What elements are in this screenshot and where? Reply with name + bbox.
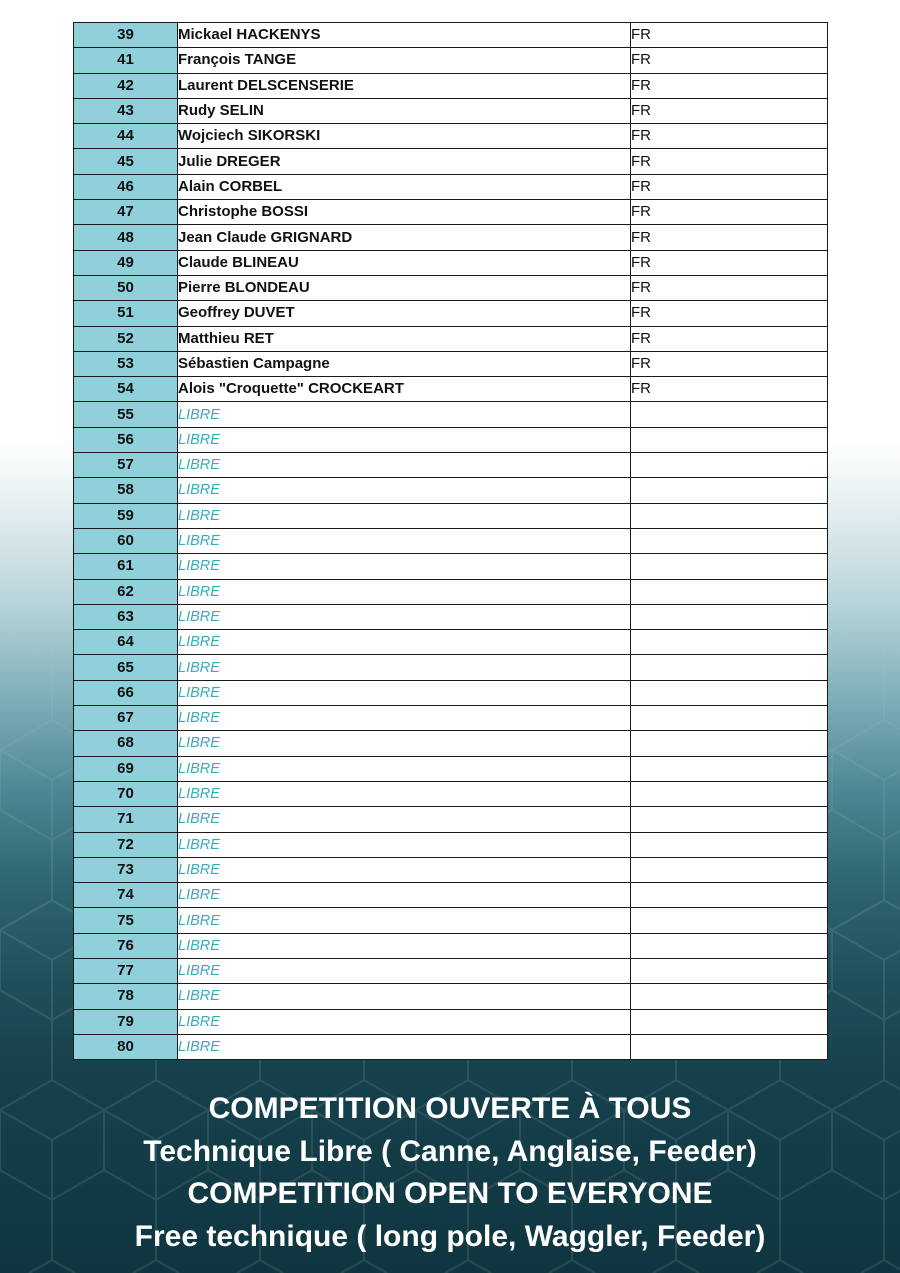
- row-number: 73: [74, 857, 178, 882]
- row-number: 65: [74, 655, 178, 680]
- table-row: [74, 326, 828, 351]
- table-row: [74, 503, 828, 528]
- footer-line-technique-en: Free technique ( long pole, Waggler, Feeder): [134, 1219, 766, 1253]
- table-row: [74, 883, 828, 908]
- country-code: [631, 781, 828, 806]
- free-slot-label: LIBRE: [178, 453, 631, 478]
- participant-name: Jean Claude GRIGNARD: [178, 225, 631, 250]
- participant-name: François TANGE: [178, 48, 631, 73]
- free-slot-label: LIBRE: [178, 1034, 631, 1059]
- row-number: 76: [74, 933, 178, 958]
- country-code: FR: [631, 301, 828, 326]
- row-number: 74: [74, 883, 178, 908]
- participant-name: Pierre BLONDEAU: [178, 275, 631, 300]
- country-code: FR: [631, 149, 828, 174]
- row-number: 59: [74, 503, 178, 528]
- table-row: [74, 731, 828, 756]
- participant-name: Matthieu RET: [178, 326, 631, 351]
- footer-line-open-en: COMPETITION OPEN TO EVERYONE: [187, 1177, 713, 1210]
- free-slot-label: LIBRE: [178, 807, 631, 832]
- table-row: [74, 680, 828, 705]
- row-number: 64: [74, 630, 178, 655]
- participant-name: Julie DREGER: [178, 149, 631, 174]
- country-code: FR: [631, 351, 828, 376]
- country-code: [631, 958, 828, 983]
- participant-name: Geoffrey DUVET: [178, 301, 631, 326]
- country-code: [631, 933, 828, 958]
- table-row: [74, 225, 828, 250]
- row-number: 63: [74, 604, 178, 629]
- country-code: FR: [631, 98, 828, 123]
- free-slot-label: LIBRE: [178, 604, 631, 629]
- participant-name: Laurent DELSCENSERIE: [178, 73, 631, 98]
- table-row: [74, 453, 828, 478]
- free-slot-label: LIBRE: [178, 503, 631, 528]
- table-row: [74, 655, 828, 680]
- country-code: FR: [631, 73, 828, 98]
- row-number: 45: [74, 149, 178, 174]
- row-number: 53: [74, 351, 178, 376]
- free-slot-label: LIBRE: [178, 832, 631, 857]
- row-number: 47: [74, 200, 178, 225]
- participant-name: Sébastien Campagne: [178, 351, 631, 376]
- table-row: [74, 174, 828, 199]
- country-code: [631, 630, 828, 655]
- participant-name: Alois "Croquette" CROCKEART: [178, 377, 631, 402]
- country-code: [631, 807, 828, 832]
- participant-name: Wojciech SIKORSKI: [178, 124, 631, 149]
- row-number: 43: [74, 98, 178, 123]
- table-row: [74, 933, 828, 958]
- country-code: [631, 402, 828, 427]
- row-number: 52: [74, 326, 178, 351]
- row-number: 41: [74, 48, 178, 73]
- row-number: 79: [74, 1009, 178, 1034]
- country-code: FR: [631, 377, 828, 402]
- country-code: [631, 503, 828, 528]
- row-number: 48: [74, 225, 178, 250]
- country-code: [631, 528, 828, 553]
- participant-name: Alain CORBEL: [178, 174, 631, 199]
- table-row: [74, 857, 828, 882]
- free-slot-label: LIBRE: [178, 579, 631, 604]
- table-row: [74, 98, 828, 123]
- table-row: [74, 781, 828, 806]
- free-slot-label: LIBRE: [178, 984, 631, 1009]
- table-row: [74, 1034, 828, 1059]
- table-row: [74, 706, 828, 731]
- table-row: [74, 23, 828, 48]
- table-row: [74, 149, 828, 174]
- row-number: 68: [74, 731, 178, 756]
- row-number: 80: [74, 1034, 178, 1059]
- table-row: [74, 756, 828, 781]
- free-slot-label: LIBRE: [178, 933, 631, 958]
- free-slot-label: LIBRE: [178, 655, 631, 680]
- free-slot-label: LIBRE: [178, 857, 631, 882]
- country-code: [631, 706, 828, 731]
- row-number: 49: [74, 250, 178, 275]
- country-code: [631, 731, 828, 756]
- table-row: [74, 250, 828, 275]
- row-number: 51: [74, 301, 178, 326]
- row-number: 57: [74, 453, 178, 478]
- table-row: [74, 301, 828, 326]
- country-code: [631, 908, 828, 933]
- country-code: [631, 1034, 828, 1059]
- country-code: FR: [631, 23, 828, 48]
- free-slot-label: LIBRE: [178, 883, 631, 908]
- row-number: 60: [74, 528, 178, 553]
- country-code: [631, 478, 828, 503]
- table-row: [74, 832, 828, 857]
- table-row: [74, 958, 828, 983]
- row-number: 78: [74, 984, 178, 1009]
- country-code: [631, 427, 828, 452]
- free-slot-label: LIBRE: [178, 427, 631, 452]
- table-row: [74, 124, 828, 149]
- table-row: [74, 604, 828, 629]
- table-row: [74, 1009, 828, 1034]
- free-slot-label: LIBRE: [178, 680, 631, 705]
- row-number: 39: [74, 23, 178, 48]
- country-code: [631, 832, 828, 857]
- participant-name: Mickael HACKENYS: [178, 23, 631, 48]
- country-code: FR: [631, 200, 828, 225]
- table-row: [74, 73, 828, 98]
- table-row: [74, 351, 828, 376]
- country-code: [631, 604, 828, 629]
- table-row: [74, 48, 828, 73]
- row-number: 62: [74, 579, 178, 604]
- free-slot-label: LIBRE: [178, 781, 631, 806]
- free-slot-label: LIBRE: [178, 402, 631, 427]
- country-code: FR: [631, 326, 828, 351]
- row-number: 70: [74, 781, 178, 806]
- country-code: FR: [631, 48, 828, 73]
- table-row: [74, 377, 828, 402]
- row-number: 69: [74, 756, 178, 781]
- table-row: [74, 908, 828, 933]
- country-code: [631, 680, 828, 705]
- row-number: 56: [74, 427, 178, 452]
- free-slot-label: LIBRE: [178, 908, 631, 933]
- table-row: [74, 478, 828, 503]
- row-number: 55: [74, 402, 178, 427]
- row-number: 44: [74, 124, 178, 149]
- competition-footer: [0, 1088, 900, 1258]
- row-number: 77: [74, 958, 178, 983]
- country-code: [631, 1009, 828, 1034]
- footer-line-open-fr: COMPETITION OUVERTE À TOUS: [208, 1092, 692, 1125]
- country-code: [631, 579, 828, 604]
- participant-name: Christophe BOSSI: [178, 200, 631, 225]
- table-row: [74, 554, 828, 579]
- country-code: [631, 857, 828, 882]
- table-row: [74, 427, 828, 452]
- row-number: 71: [74, 807, 178, 832]
- row-number: 67: [74, 706, 178, 731]
- country-code: FR: [631, 124, 828, 149]
- participant-name: Rudy SELIN: [178, 98, 631, 123]
- country-code: [631, 554, 828, 579]
- country-code: [631, 883, 828, 908]
- free-slot-label: LIBRE: [178, 706, 631, 731]
- table-row: [74, 275, 828, 300]
- table-row: [74, 579, 828, 604]
- table-row: [74, 200, 828, 225]
- table-row: [74, 984, 828, 1009]
- row-number: 50: [74, 275, 178, 300]
- country-code: [631, 756, 828, 781]
- free-slot-label: LIBRE: [178, 554, 631, 579]
- free-slot-label: LIBRE: [178, 958, 631, 983]
- free-slot-label: LIBRE: [178, 731, 631, 756]
- country-code: FR: [631, 174, 828, 199]
- free-slot-label: LIBRE: [178, 630, 631, 655]
- row-number: 58: [74, 478, 178, 503]
- participants-table: [73, 22, 828, 1060]
- country-code: FR: [631, 250, 828, 275]
- row-number: 54: [74, 377, 178, 402]
- row-number: 42: [74, 73, 178, 98]
- row-number: 66: [74, 680, 178, 705]
- free-slot-label: LIBRE: [178, 478, 631, 503]
- country-code: [631, 453, 828, 478]
- country-code: [631, 655, 828, 680]
- participants-table-body: [74, 23, 828, 1060]
- row-number: 75: [74, 908, 178, 933]
- table-row: [74, 630, 828, 655]
- row-number: 61: [74, 554, 178, 579]
- country-code: [631, 984, 828, 1009]
- country-code: FR: [631, 225, 828, 250]
- free-slot-label: LIBRE: [178, 1009, 631, 1034]
- row-number: 72: [74, 832, 178, 857]
- country-code: FR: [631, 275, 828, 300]
- free-slot-label: LIBRE: [178, 756, 631, 781]
- free-slot-label: LIBRE: [178, 528, 631, 553]
- footer-line-technique-fr: Technique Libre ( Canne, Anglaise, Feeder): [143, 1134, 757, 1168]
- table-row: [74, 807, 828, 832]
- table-row: [74, 402, 828, 427]
- participant-name: Claude BLINEAU: [178, 250, 631, 275]
- row-number: 46: [74, 174, 178, 199]
- table-row: [74, 528, 828, 553]
